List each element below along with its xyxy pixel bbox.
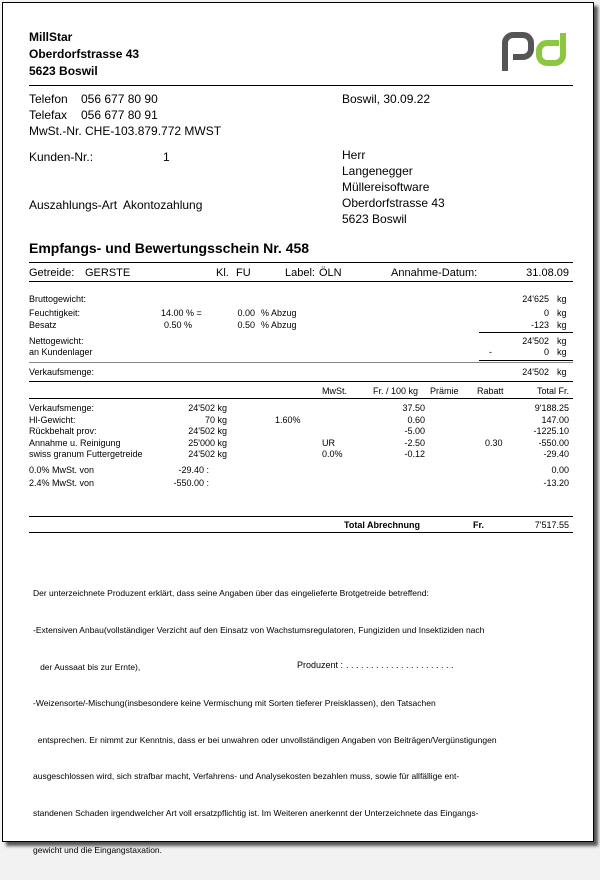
sale-label: Verkaufsmenge: <box>29 367 95 377</box>
sender-name: MillStar <box>29 30 73 44</box>
fax-value: 056 677 80 91 <box>81 108 158 122</box>
address-line: Oberdorfstrasse 43 <box>342 196 445 210</box>
calc-row-price: 37.50 <box>402 403 425 413</box>
gross-unit: kg <box>557 294 567 304</box>
declaration-line: -Extensiven Anbau(vollständiger Verzicht auf den Einsatz von Wachstumsregulatoren, Fungiziden und Insektiziden nach <box>33 625 485 636</box>
total-divider-top <box>29 516 573 517</box>
calc-row-pct: 1.60% <box>275 414 301 425</box>
address-line: 5623 Boswil <box>342 212 407 226</box>
vat-row-total: -13.20 <box>543 478 569 488</box>
vat-row-total: 0.00 <box>551 465 569 475</box>
declaration-line: -Weizensorte/-Mischung(insbesondere keine Vermischung mit Sorten tieferer Preisklassen), den Tatsachen <box>33 698 436 709</box>
calc-row-total: -550.00 <box>538 437 569 448</box>
moisture-pct: 14.00 % = <box>161 308 202 318</box>
stock-value: 0 <box>543 347 549 357</box>
net-divider <box>479 332 573 333</box>
calc-row-vat: UR <box>322 437 335 448</box>
declaration-line: der Aussaat bis zur Ernte), <box>33 661 141 672</box>
header-price: Fr. / 100 kg <box>373 386 419 396</box>
grain-divider <box>29 281 573 282</box>
moisture-label: Feuchtigkeit: <box>29 308 81 318</box>
stock-label: an Kundenlager <box>29 347 93 357</box>
grain-label: Getreide: <box>29 267 75 279</box>
calc-row-qty: 24'502 kg <box>188 426 227 436</box>
calc-row-price: -2.50 <box>404 437 425 448</box>
net-unit: kg <box>557 336 567 346</box>
sale-divider-top <box>479 360 573 361</box>
calc-row-qty: 24'502 kg <box>188 403 227 413</box>
payout-label: Auszahlungs-Art <box>29 198 118 212</box>
trim-deduct-label: % Abzug <box>261 320 297 330</box>
declaration-line: gewicht und die Eingangstaxation. <box>33 844 163 855</box>
trim-deduct: 0.50 <box>237 320 255 330</box>
calc-row-label: Hl-Gewicht: <box>29 414 76 425</box>
calc-row-discount: 0.30 <box>485 437 503 448</box>
total-divider-bottom <box>29 532 573 533</box>
calc-row-qty: 70 kg <box>204 414 227 425</box>
declaration-line: entsprechen. Er nimmt zur Kenntnis, dass er bei unwahren oder unvollständigen Angaben von Beiträgen/Vergünstigungen <box>33 734 497 745</box>
date-label: Annahme-Datum: <box>391 267 478 279</box>
calc-row-total: -29.40 <box>543 449 569 459</box>
declaration-line: Der unterzeichnete Produzent erklärt, dass seine Angaben über das eingelieferte Brotgetreide betreffend: <box>33 588 429 599</box>
class-value: FU <box>236 267 251 279</box>
customer-number: 1 <box>163 150 170 164</box>
producer-label: Produzent : <box>297 660 344 670</box>
calc-row-qty: 24'502 kg <box>188 449 227 459</box>
calc-row-total: 9'188.25 <box>534 403 569 413</box>
recipient-address <box>342 147 445 227</box>
calc-divider-top <box>29 381 573 382</box>
total-label: Total Abrechnung <box>344 520 420 530</box>
vat-row-base: -29.40 : <box>178 465 209 475</box>
title-divider <box>29 262 573 263</box>
gross-value: 24'625 <box>522 294 549 304</box>
sale-unit: kg <box>557 367 567 377</box>
stock-unit: kg <box>557 347 567 357</box>
calc-row-label: Annahme u. Reinigung <box>29 437 121 448</box>
header-divider <box>29 85 573 86</box>
vat-row-base: -550.00 : <box>173 478 209 488</box>
stock-dash: - <box>489 347 492 357</box>
payout-value: Akontozahlung <box>123 198 203 212</box>
trim-unit: kg <box>557 320 567 330</box>
moisture-kg: 0 <box>543 308 549 318</box>
trim-pct: 0.50 % <box>164 320 193 330</box>
address-line: Herr <box>342 148 366 162</box>
document-page <box>2 2 594 855</box>
address-line: Langenegger <box>342 164 413 178</box>
gross-label: Bruttogewicht: <box>29 294 87 304</box>
header-discount: Rabatt <box>477 386 504 396</box>
calc-row-label: Verkaufsmenge: <box>29 403 95 413</box>
calc-row-vat: 0.0% <box>322 449 343 459</box>
calc-header-divider <box>29 398 573 399</box>
vat-label: MwSt.-Nr. <box>29 124 82 138</box>
class-label: Kl. <box>216 267 229 279</box>
total-value: 7'517.55 <box>534 520 569 530</box>
declaration-line: standenen Schaden irgendwelcher Art voll ersatzpflichtig ist. Im Weiteren anerkennt der Unterzeichnete das Eingangs- <box>33 808 479 819</box>
calc-row-label: Rückbehalt prov: <box>29 426 97 436</box>
declaration <box>33 563 497 880</box>
declaration-line: ausgeschlossen wird, sich strafbar macht, Verfahrens- und Analysekosten bezahlen muss, sowie für allfällige ent- <box>33 771 460 782</box>
fax-label: Telefax <box>29 108 68 122</box>
sender-street: Oberdorfstrasse 43 <box>29 47 140 61</box>
header-premium: Prämie <box>430 386 459 396</box>
pd-logo-icon <box>501 31 573 75</box>
moisture-deduct: 0.00 <box>237 308 255 318</box>
sender-city: 5623 Boswil <box>29 64 98 78</box>
vat-value: CHE-103.879.772 MWST <box>85 124 222 138</box>
label-label: Label: <box>285 267 315 279</box>
vat-row-label: 0.0% MwSt. von <box>29 465 95 475</box>
date-value: 31.08.09 <box>526 267 569 279</box>
header-total: Total Fr. <box>536 386 569 396</box>
producer-signature-line: . . . . . . . . . . . . . . . . . . . . . . <box>346 660 454 670</box>
vat-row-label: 2.4% MwSt. von <box>29 478 95 488</box>
header-vat: MwSt. <box>322 386 348 396</box>
label-value: ÖLN <box>319 267 342 279</box>
calc-row-qty: 25'000 kg <box>188 437 227 448</box>
total-currency: Fr. <box>473 520 485 530</box>
sale-divider-rule <box>29 362 573 363</box>
sale-value: 24'502 <box>522 367 549 377</box>
customer-number-label: Kunden-Nr.: <box>29 150 94 164</box>
calc-row-total: 147.00 <box>541 414 569 425</box>
net-label: Nettogewicht: <box>29 336 84 346</box>
calc-row-total: -1225.10 <box>533 426 569 436</box>
document-title: Empfangs- und Bewertungsschein Nr. 458 <box>29 240 310 256</box>
place-date: Boswil, 30.09.22 <box>342 92 431 106</box>
phone-label: Telefon <box>29 92 68 106</box>
moisture-deduct-label: % Abzug <box>261 308 297 318</box>
address-line: Müllereisoftware <box>342 180 430 194</box>
net-value: 24'502 <box>522 336 549 346</box>
moisture-unit: kg <box>557 308 567 318</box>
trim-label: Besatz <box>29 320 57 330</box>
phone-value: 056 677 80 90 <box>81 92 158 106</box>
calc-row-price: 0.60 <box>407 414 425 425</box>
calc-row-label: swiss granum Futtergetreide <box>29 449 143 459</box>
grain-value: GERSTE <box>85 267 131 279</box>
calc-row-price: -5.00 <box>404 426 425 436</box>
calc-row-price: -0.12 <box>404 449 425 459</box>
trim-kg: -123 <box>530 320 549 330</box>
